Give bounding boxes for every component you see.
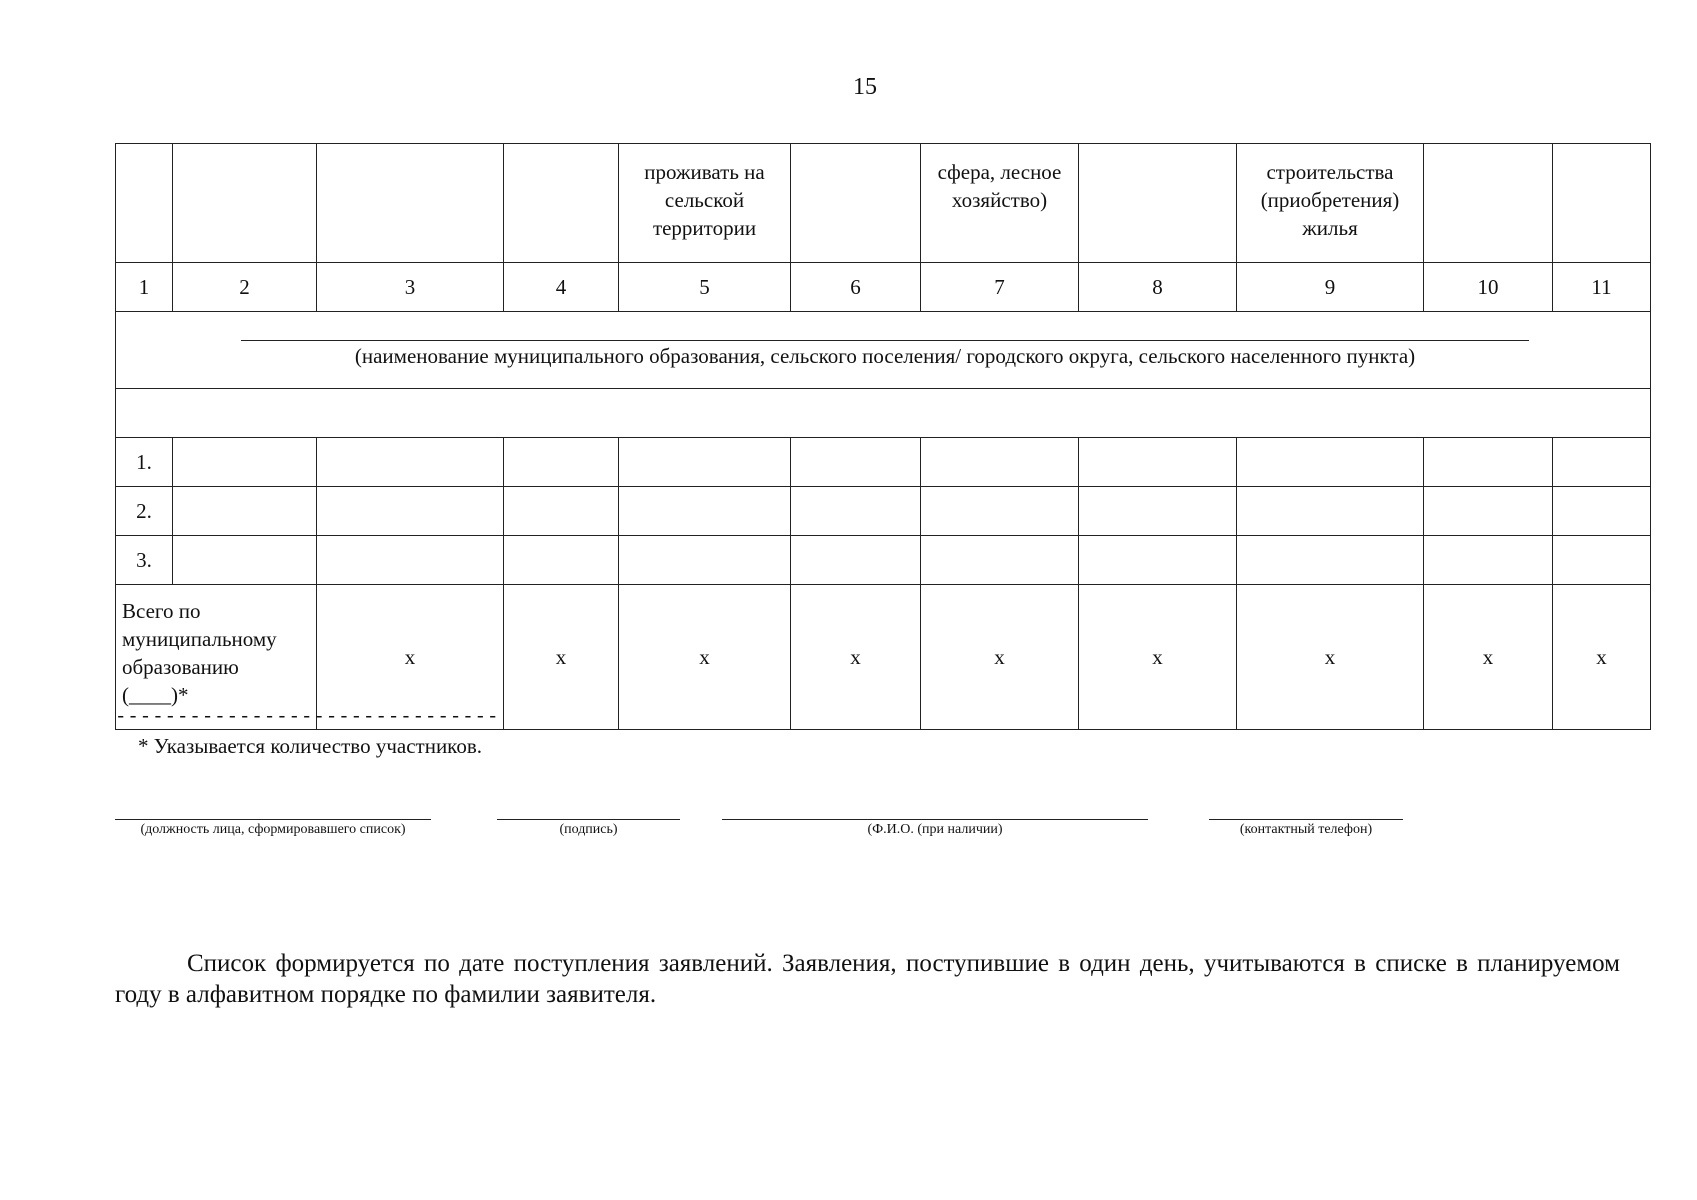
column-number: 4 [504, 263, 619, 312]
total-label-line: муниципальному [122, 627, 277, 651]
header-cell [1079, 144, 1237, 263]
header-line: строительства [1266, 160, 1394, 184]
total-label-line: образованию [122, 655, 239, 679]
name-signature-line [722, 819, 1148, 820]
header-line: территории [652, 216, 757, 240]
name-caption: (Ф.И.О. (при наличии) [867, 822, 1003, 837]
position-caption: (должность лица, сформировавшего список) [140, 822, 406, 837]
table-cell [921, 438, 1079, 487]
signature-caption: (подпись) [559, 822, 618, 837]
table-cell [791, 536, 921, 585]
table-cell [619, 487, 791, 536]
row-number: 1. [116, 438, 173, 487]
table-cell [619, 536, 791, 585]
table-cell [619, 438, 791, 487]
header-cell-col7 [921, 144, 1079, 263]
table-row [116, 536, 1651, 585]
header-cell-col9 [1237, 144, 1424, 263]
table-cell [1079, 487, 1237, 536]
body-paragraph: Список формируется по дате поступления заявлений. Заявления, поступившие в один день, учитываются в списке в планируемом году в алфавитном порядке по фамилии заявителя. [115, 950, 1620, 1008]
table-cell [317, 438, 504, 487]
table-cell [173, 438, 317, 487]
table-cell [1079, 438, 1237, 487]
table-cell [1553, 487, 1651, 536]
header-cell [116, 144, 173, 263]
table-cell [1424, 438, 1553, 487]
page-number: 15 [853, 74, 877, 100]
total-cell: х [1237, 585, 1424, 730]
column-number: 11 [1553, 263, 1651, 312]
municipality-caption: (наименование муниципального образования, сельского поселения/ городского округа, сельского населенного пункта) [354, 344, 1416, 368]
header-line: сельской [664, 188, 745, 212]
table-cell [1237, 487, 1424, 536]
participants-table [115, 143, 1651, 730]
blank-row [116, 389, 1651, 438]
total-cell: х [1553, 585, 1651, 730]
total-cell: х [791, 585, 921, 730]
table-cell [1237, 536, 1424, 585]
table-cell [1079, 536, 1237, 585]
table-cell [317, 487, 504, 536]
column-number: 3 [317, 263, 504, 312]
table-cell [921, 487, 1079, 536]
column-number: 8 [1079, 263, 1237, 312]
table-cell [173, 536, 317, 585]
column-number: 6 [791, 263, 921, 312]
row-number: 3. [116, 536, 173, 585]
table-cell [1424, 536, 1553, 585]
header-line: хозяйство) [951, 188, 1048, 212]
column-number: 5 [619, 263, 791, 312]
header-cell [791, 144, 921, 263]
footnote-text: * Указывается количество участников. [138, 734, 482, 758]
total-cell: х [921, 585, 1079, 730]
header-line: (приобретения) [1260, 188, 1400, 212]
header-cell [1424, 144, 1553, 263]
row-number: 2. [116, 487, 173, 536]
header-line: проживать на [644, 160, 765, 184]
table-cell [504, 487, 619, 536]
table-row [116, 487, 1651, 536]
column-number: 9 [1237, 263, 1424, 312]
table-cell [921, 536, 1079, 585]
total-label-line: (____)* [122, 683, 189, 707]
phone-caption: (контактный телефон) [1239, 822, 1373, 837]
signature-line [497, 819, 680, 820]
total-cell: х [504, 585, 619, 730]
column-number: 7 [921, 263, 1079, 312]
column-number: 10 [1424, 263, 1553, 312]
table-cell [1553, 536, 1651, 585]
header-cell [504, 144, 619, 263]
footnote-separator: ------------------------------- [115, 706, 500, 728]
total-cell: х [317, 585, 504, 730]
header-line: сфера, лесное [937, 160, 1062, 184]
header-cell [173, 144, 317, 263]
table-cell [173, 487, 317, 536]
municipality-row [116, 312, 1651, 389]
header-cell [317, 144, 504, 263]
table-cell [504, 438, 619, 487]
municipality-input-line [241, 312, 1529, 341]
table-cell [504, 536, 619, 585]
table-cell [317, 536, 504, 585]
municipality-cell [116, 312, 1651, 389]
table-cell [1237, 438, 1424, 487]
table-cell [791, 438, 921, 487]
table-cell [1553, 438, 1651, 487]
header-line: жилья [1302, 216, 1358, 240]
total-cell: х [1424, 585, 1553, 730]
table-row [116, 438, 1651, 487]
column-number: 2 [173, 263, 317, 312]
table-header-row [116, 144, 1651, 263]
table-cell [791, 487, 921, 536]
column-numbers-row [116, 263, 1651, 312]
table-cell [1424, 487, 1553, 536]
phone-signature-line [1209, 819, 1403, 820]
total-cell: х [1079, 585, 1237, 730]
position-signature-line [115, 819, 431, 820]
header-cell [1553, 144, 1651, 263]
blank-cell [116, 389, 1651, 438]
header-cell-col5 [619, 144, 791, 263]
column-number: 1 [116, 263, 173, 312]
total-cell: х [619, 585, 791, 730]
total-label-line: Всего по [122, 599, 201, 623]
